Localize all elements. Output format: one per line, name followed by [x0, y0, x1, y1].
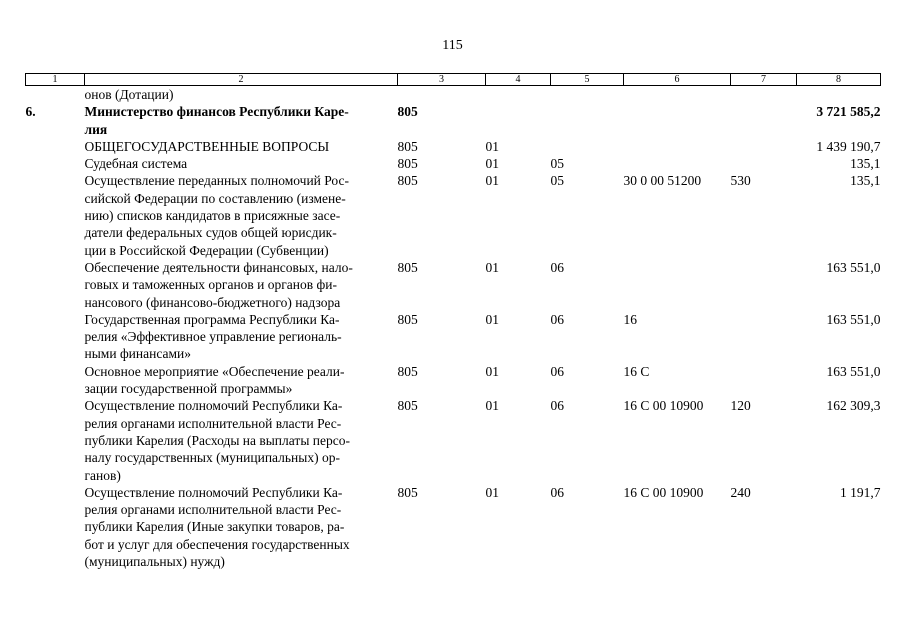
- section-code-cell: 01: [485, 138, 499, 154]
- section-code-cell: 01: [485, 173, 499, 189]
- table-row: [26, 484, 881, 570]
- column-number-header: 5: [551, 74, 624, 86]
- target-article-cell: [624, 259, 731, 311]
- admin-code-cell: 805: [397, 173, 418, 189]
- row-number-cell: [26, 86, 85, 104]
- table-row: [26, 155, 881, 172]
- column-number-header: 1: [26, 74, 85, 86]
- section-code-cell: 01: [485, 311, 499, 327]
- subsection-code-cell: [551, 103, 624, 138]
- subsection-code-cell: 06: [550, 311, 564, 327]
- expense-type-cell: [731, 86, 797, 104]
- section-code-cell: 01: [485, 398, 499, 414]
- admin-code-cell: 805: [397, 138, 418, 154]
- expense-type-cell: [731, 138, 797, 155]
- row-number-cell: [26, 363, 85, 398]
- column-number-header: 8: [797, 74, 881, 86]
- amount-cell: 1 191,7: [840, 484, 881, 500]
- target-article-cell: 16 С 00 10900: [623, 398, 704, 414]
- column-number-header: 6: [624, 74, 731, 86]
- item-name-cell: Судебная система: [84, 156, 188, 172]
- admin-code-cell: [398, 86, 486, 104]
- expense-type-cell: [731, 311, 797, 363]
- amount-cell: 135,1: [850, 156, 881, 172]
- expense-type-cell: [731, 155, 797, 172]
- subsection-code-cell: [551, 138, 624, 155]
- expense-type-cell: [731, 363, 797, 398]
- admin-code-cell: 805: [397, 363, 418, 379]
- table-row: [26, 138, 881, 155]
- row-number-cell: [26, 172, 85, 258]
- item-name-cell: Осуществление полномочий Республики Ка- релия органами исполнительной власти Рес- публики Карелия (Расходы на выплаты персо- налу государственных (муниципальных) ор- ганов): [84, 398, 350, 483]
- admin-code-cell: 805: [397, 398, 418, 414]
- target-article-cell: 16 С 00 10900: [623, 484, 704, 500]
- target-article-cell: 30 0 00 51200: [623, 173, 702, 189]
- amount-cell: 162 309,3: [826, 398, 881, 414]
- table-row: [26, 363, 881, 398]
- table-row: [26, 311, 881, 363]
- table-body: [26, 86, 881, 571]
- subsection-code-cell: [551, 86, 624, 104]
- section-code-cell: 01: [485, 156, 499, 172]
- row-number-cell: [26, 259, 85, 311]
- expense-type-cell: 530: [730, 173, 751, 189]
- column-number-header: 4: [486, 74, 551, 86]
- row-number-cell: [26, 484, 85, 570]
- target-article-cell: 16: [623, 311, 637, 327]
- row-number-cell: [26, 155, 85, 172]
- amount-cell: 135,1: [850, 173, 881, 189]
- budget-table: [25, 73, 881, 570]
- column-number-header: 2: [85, 74, 398, 86]
- item-name-cell: Основное мероприятие «Обеспечение реали- зации государственной программы»: [84, 363, 345, 397]
- page-number: 115: [442, 38, 463, 53]
- target-article-cell: [624, 86, 731, 104]
- column-number-header-row: [26, 74, 881, 86]
- target-article-cell: [624, 155, 731, 172]
- expense-type-cell: [731, 259, 797, 311]
- row-number-cell: [26, 311, 85, 363]
- item-name-cell: Министерство финансов Республики Каре- лия: [84, 104, 349, 137]
- section-code-cell: 01: [485, 259, 499, 275]
- subsection-code-cell: 05: [550, 156, 564, 172]
- amount-cell: 3 721 585,2: [816, 104, 881, 120]
- amount-cell: 1 439 190,7: [816, 138, 881, 154]
- target-article-cell: 16 С: [623, 363, 650, 379]
- subsection-code-cell: 05: [550, 173, 564, 189]
- subsection-code-cell: 06: [550, 363, 564, 379]
- expense-type-cell: 120: [730, 398, 751, 414]
- row-number-cell: [26, 397, 85, 483]
- table-row: [26, 172, 881, 258]
- subsection-code-cell: 06: [550, 259, 564, 275]
- section-code-cell: [486, 103, 551, 138]
- item-name-cell: Осуществление полномочий Республики Ка- релия органами исполнительной власти Рес- публики Карелия (Иные закупки товаров, ра- бот и услуг для обеспечения государственных (муниципальных) нужд): [84, 484, 350, 570]
- subsection-code-cell: 06: [550, 398, 564, 414]
- admin-code-cell: 805: [397, 259, 418, 275]
- amount-cell: [797, 86, 881, 104]
- section-code-cell: 01: [485, 363, 499, 379]
- section-code-cell: 01: [485, 484, 499, 500]
- item-name-cell: ОБЩЕГОСУДАРСТВЕННЫЕ ВОПРОСЫ: [84, 138, 330, 154]
- table-row: [26, 86, 881, 104]
- section-code-cell: [486, 86, 551, 104]
- subsection-code-cell: 06: [550, 484, 564, 500]
- item-name-cell: Обеспечение деятельности финансовых, нало- говых и таможенных органов и органов фи- нансового (финансово-бюджетного) надзора: [84, 259, 353, 310]
- admin-code-cell: 805: [397, 156, 418, 172]
- admin-code-cell: 805: [397, 104, 418, 120]
- target-article-cell: [624, 138, 731, 155]
- admin-code-cell: 805: [397, 311, 418, 327]
- admin-code-cell: 805: [397, 484, 418, 500]
- item-name-cell: Осуществление переданных полномочий Рос- сийской Федерации по составлению (измене- нию) списков кандидатов в присяжные засе- датели федеральных судов общей юрисдик- ции в Российской Федерации (Субвенции): [84, 173, 350, 258]
- amount-cell: 163 551,0: [826, 311, 881, 327]
- table-row: [26, 103, 881, 138]
- row-number-cell: 6.: [25, 104, 36, 120]
- column-number-header: 7: [731, 74, 797, 86]
- item-name-cell: Государственная программа Республики Ка- релия «Эффективное управление региональ- ными финансами»: [84, 311, 342, 362]
- table-row: [26, 259, 881, 311]
- item-name-cell: онов (Дотации): [84, 87, 174, 102]
- expense-type-cell: [731, 103, 797, 138]
- amount-cell: 163 551,0: [826, 259, 881, 275]
- amount-cell: 163 551,0: [826, 363, 881, 379]
- target-article-cell: [624, 103, 731, 138]
- column-number-header: 3: [398, 74, 486, 86]
- row-number-cell: [26, 138, 85, 155]
- table-row: [26, 397, 881, 483]
- expense-type-cell: 240: [730, 484, 751, 500]
